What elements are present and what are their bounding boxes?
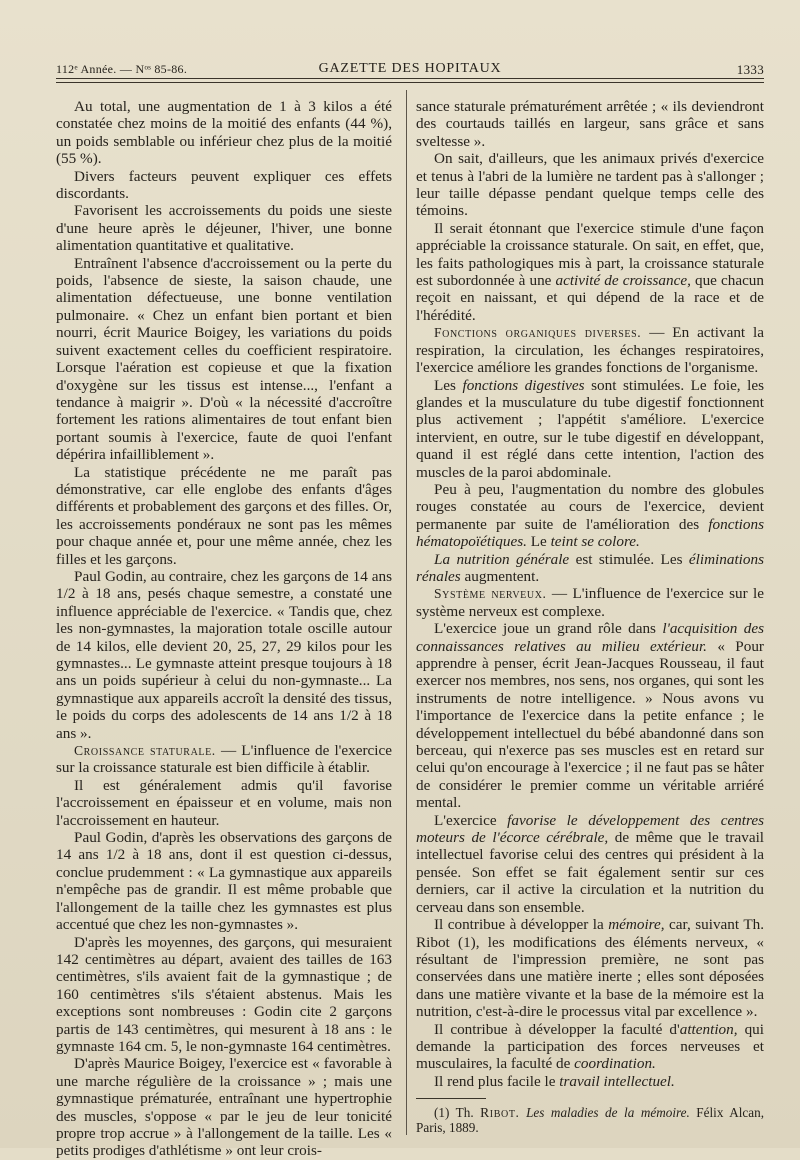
text-run: Les: [434, 376, 463, 394]
page-number: 1333: [736, 62, 764, 77]
paragraph: Il est généralement admis qu'il favorise l'accroissement en épaisseur et en volume, mais non l'accroissement en hauteur.: [56, 776, 392, 829]
paragraph: [416, 1073, 764, 1090]
section-text: — L'influence de l'exercice sur le système nerveux est complexe.: [416, 585, 764, 620]
section-croissance: [56, 742, 392, 777]
text-run: (1) Th.: [434, 1105, 481, 1121]
paragraph: Favorisent les accroissements du poids une sieste d'une heure après le déjeuner, l'hiver, une bonne alimentation quantitative et qualitative.: [56, 202, 392, 255]
column-divider: [406, 90, 407, 1135]
text-run: Peu à peu, l'augmentation du nombre des globules rouges constatée au cours de l'exercice, devient permanente par suite de l'amélioration des: [416, 480, 764, 533]
emphasis: éliminations rénales: [416, 550, 764, 585]
text-run: qui demande la participation des forces nerveuses et musculaires, la faculté de: [416, 1020, 764, 1073]
footnote-author: Ribot.: [480, 1105, 520, 1121]
footnote: [416, 1105, 764, 1135]
paragraph-continued: sance staturale prématurément arrêtée ; « ils deviendront des courtauds taillés en largeur, sans grâce et sans sveltesse ».: [416, 98, 764, 150]
footnote-reference[interactable]: (1): [458, 933, 476, 951]
text-run: car, suivant Th. Ribot: [416, 916, 764, 951]
paragraph: La statistique précédente ne me paraît pas démonstrative, car elle englobe des enfants d'âges différents et probablement des garçons et des filles. Or, les accroissements pondéraux ne sont pas les mêmes pour chaque année et, pour une même année, chez les filles et les garçons.: [56, 463, 392, 568]
issue-number: 112ᵉ Année. — Nᵒˢ 85-86.: [56, 62, 188, 76]
text-run: Il contribue à développer la: [434, 916, 609, 934]
emphasis: favorise le développement des centres moteurs de l'écorce cérébrale,: [416, 811, 764, 847]
header-rule-thin: [56, 82, 764, 83]
journal-title: GAZETTE DES HOPITAUX: [318, 61, 502, 76]
paragraph: [416, 1021, 764, 1073]
emphasis: mémoire,: [608, 916, 665, 934]
text-run: Félix Alcan, Paris, 1889.: [416, 1105, 764, 1136]
text-run: de même que le travail intellectuel favorise celui des centres qui président à la pensée. Son effet se fait également sentir sur ces derniers, car il active la circulation et la nutrition du cerveau dans son ensemble.: [416, 829, 765, 916]
text-run: Il serait étonnant que l'exercice stimule d'une façon appréciable la croissance staturale. On sait, en effet, que, les faits pathologiques mis à part, la croissance staturale est subordonnée à une: [416, 219, 764, 290]
paragraph: [416, 916, 764, 1020]
text-run: , les modifications des éléments nerveux, « résultant de l'impression première, ne sont pas conservées dans une matière inerte ; elles sont déposées dans une matière vivante et la base de la mémoire est la nutrition, c'est-à-dire le processus vital par excellence ».: [416, 933, 764, 1021]
text-run: Il rend plus facile le: [434, 1072, 560, 1090]
header-rule: [56, 78, 764, 79]
section-fonctions: [416, 324, 764, 376]
paragraph: [416, 812, 764, 916]
footnote-separator: [416, 1098, 486, 1099]
paragraph: [416, 220, 764, 324]
text-run: Il contribue à développer la faculté d': [434, 1020, 680, 1038]
text-run: Le: [526, 533, 551, 551]
paragraph: Au total, une augmentation de 1 à 3 kilos a été constatée chez moins de la moitié des enfants (44 %), un poids semblable ou inférieur chez plus de la moitié (55 %).: [56, 98, 392, 168]
emphasis: coordination.: [574, 1055, 656, 1073]
paragraph: [416, 620, 764, 811]
emphasis: Les maladies de la mémoire.: [519, 1105, 690, 1121]
paragraph: [416, 481, 764, 551]
emphasis: l'acquisition des connaissances relatives au milieu extérieur.: [416, 620, 764, 655]
text-run: augmentent.: [460, 567, 540, 585]
text-run: sont stimulées. Le foie, les glandes et la musculature du tube digestif fonctionnent plus activement ; l'appétit s'améliore. L'exercice intervient, en outre, sur le tube digestif en développant, quand il est réglé dans cette intention, l'action des muscles de la paroi abdominale.: [416, 376, 765, 481]
text-run: L'exercice: [434, 811, 508, 829]
paragraph: On sait, d'ailleurs, que les animaux privés d'exercice et tenus à l'abri de la lumière ne tardent pas à s'allonger ; leur taille dépasse pendant quelque temps celle des témoins.: [416, 150, 764, 220]
right-column: [416, 98, 764, 1135]
emphasis: fonctions hématopoïétiques.: [416, 515, 764, 551]
section-text: — L'influence de l'exercice sur la croissance staturale est bien difficile à établir.: [56, 742, 392, 777]
text-run: L'exercice joue un grand rôle dans: [434, 620, 663, 638]
paragraph: Paul Godin, d'après les observations des garçons de 14 ans 1/2 à 18 ans, dont il est question ci-dessus, conclue prudemment : « La gymnastique aux appareils n'empêche pas de grandir. Il est même probable que l'allongement de la taille chez les gymnastes est plus accentué que chez les non-gymnastes ».: [56, 829, 392, 934]
paragraph: Divers facteurs peuvent expliquer ces effets discordants.: [56, 167, 392, 203]
emphasis: attention,: [679, 1020, 738, 1038]
paragraph: D'après les moyennes, des garçons, qui mesuraient 142 centimètres au départ, avaient des tailles de 163 centimètres, s'ils avaient fait de la gymnastique ; de 160 centimètres s'ils s'étaient abstenus. Mais les exceptions sont nombreuses : Godin cite 2 garçons partis de 143 centimètres, qui mesurent à 18 ans : le gymnaste 164 cm. 5, le non-gymnaste 164 centimètres.: [56, 933, 392, 1055]
paragraph: D'après Maurice Boigey, l'exercice est « favorable à une marche régulière de la croissance » ; mais une gymnastique prématurée, entraînant une hypertrophie des muscles, s'oppose « par le jeu de leur tonicité propre trop accrue » à l'allongement de la taille. Les « petits prodiges d'athlétisme » ont leur crois-: [56, 1055, 392, 1160]
text-run: est stimulée. Les: [569, 550, 689, 568]
paragraph: [416, 551, 764, 586]
paragraph: [416, 377, 764, 481]
page-header: [56, 58, 764, 80]
section-systeme: [416, 585, 764, 620]
paragraph: Entraînent l'absence d'accroissement ou la perte du poids, l'absence de sieste, la saison chaude, une alimentation défectueuse, une bonne ventilation pulmonaire. « Chez un enfant bien portant et bien nourri, écrit Maurice Boigey, les variations du poids suivent exactement celles du coefficient respiratoire. Lorsque l'aération est copieuse et que la fixation d'oxygène sur les tissus est intense..., l'enfant a tendance à maigrir ». D'où « la nécessité d'accroître fortement les rations alimentaires de tout enfant bien portant soumis à l'exercice, faute de quoi l'enfant dépérira infailliblement ».: [56, 254, 392, 464]
text-run: que chacun reçoit en naissant, et qui dépend de la race et de l'hérédité.: [416, 272, 764, 324]
section-heading: Fonctions organiques diverses.: [434, 325, 642, 341]
emphasis: teint se colore.: [550, 533, 640, 551]
section-text: — En activant la respiration, la circulation, les échanges respiratoires, l'exercice améliore les grandes fonctions de l'organisme.: [416, 324, 764, 377]
emphasis: fonctions digestives: [462, 376, 585, 394]
left-column: [56, 98, 392, 1160]
text-run: « Pour apprendre à penser, écrit Jean-Jacques Rousseau, il faut exercer nos membres, nos sens, nos organes, qui sont les instruments de notre intelligence. » Nous avons vu l'importance de l'exercice dans la petite enfance ; le développement intellectuel du bébé abandonné dans son berceau, qui n'exerce pas ses muscles est en retard sur celui qu'on encourage à l'exercice ; il ne faut pas se hâter de considérer le premier comme un véritable arriéré mental.: [416, 637, 764, 812]
emphasis: La nutrition générale: [434, 550, 570, 568]
section-heading: Système nerveux.: [434, 586, 547, 602]
emphasis: activité de croissance,: [555, 272, 691, 290]
emphasis: travail intellectuel.: [559, 1072, 675, 1090]
section-heading: Croissance staturale.: [74, 743, 216, 759]
paragraph: Paul Godin, au contraire, chez les garçons de 14 ans 1/2 à 18 ans, pesés chaque semestre, a constaté une influence appréciable de l'exercice. « Tandis que, chez les non-gymnastes, la majoration totale oscille autour de 14 kilos, elle devient 20, 25, 27, 29 kilos pour les gymnastes... Le gymnaste atteint presque toujours à 18 ans un poids supérieur à celui du non-gymnaste... La gymnastique aux appareils accroît la densité des tissus, le poids du corps des adolescents de 14 ans 1/2 à 18 ans ».: [56, 567, 392, 742]
